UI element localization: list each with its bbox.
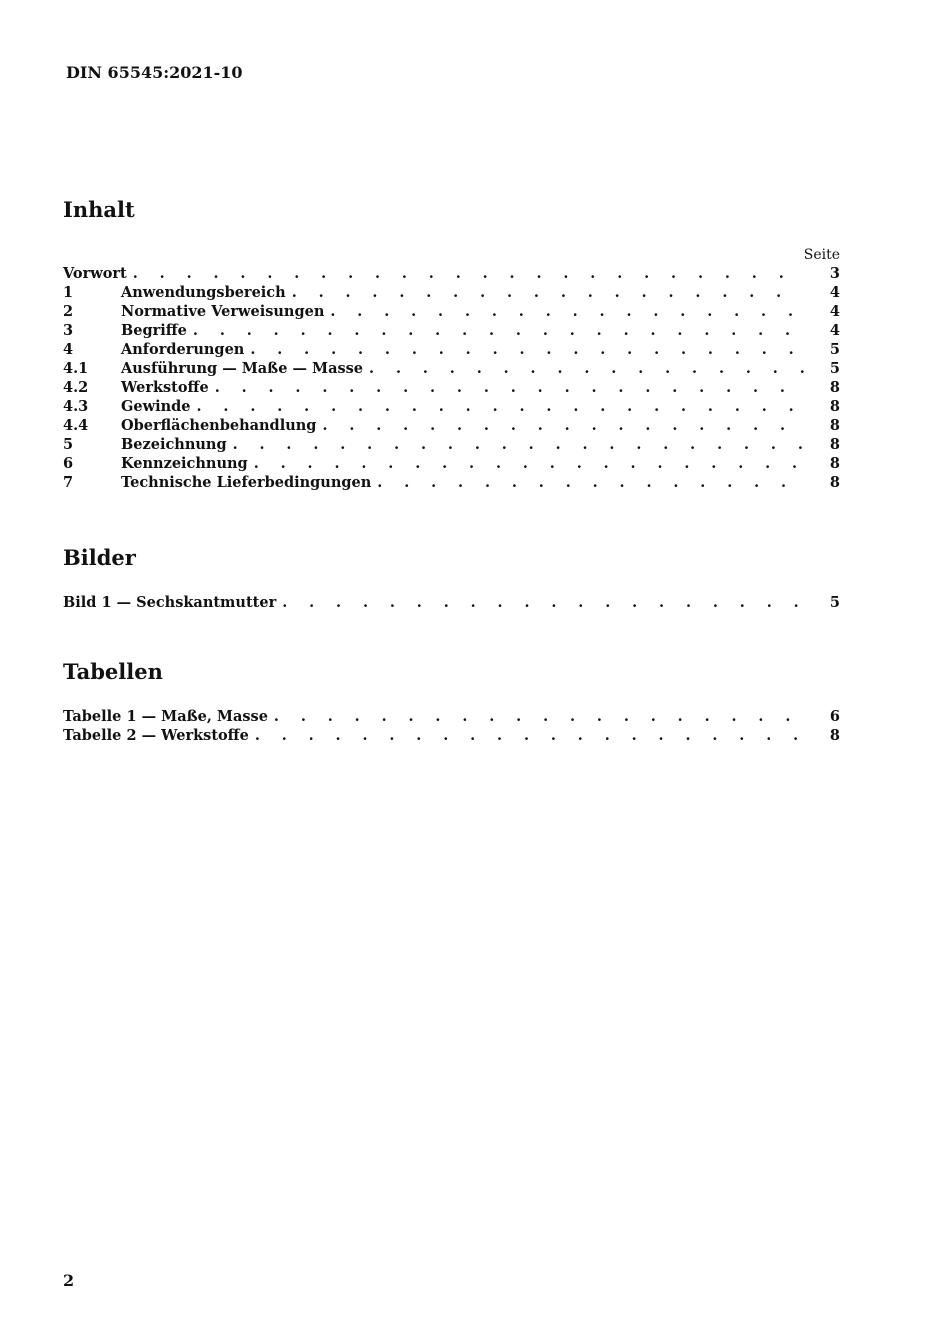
contents-heading: Inhalt — [63, 197, 135, 222]
toc-entry[interactable] — [63, 379, 840, 398]
toc-entry-page: 8 — [829, 417, 840, 434]
dot-leader — [254, 455, 804, 472]
toc-entry[interactable] — [63, 417, 840, 436]
toc-entry-vorwort[interactable] — [63, 265, 840, 284]
dot-leader — [215, 379, 804, 396]
dot-leader — [274, 708, 804, 725]
toc-entry[interactable] — [63, 303, 840, 322]
toc-entry-page: 8 — [829, 379, 840, 396]
toc-entry-number: 7 — [63, 474, 74, 491]
table-list — [63, 708, 840, 746]
toc-entry-page: 4 — [829, 322, 840, 339]
dot-leader — [133, 265, 804, 282]
toc-entry[interactable] — [63, 360, 840, 379]
toc-entry-title: Kennzeichnung — [121, 455, 248, 472]
toc-entry-title: Anwendungsbereich — [121, 284, 286, 301]
dot-leader — [197, 398, 804, 415]
toc-entry-page: 8 — [829, 455, 840, 472]
toc-entry-title: Werkstoffe — [121, 379, 209, 396]
toc-entry-number: 2 — [63, 303, 74, 320]
toc-entry[interactable] — [63, 455, 840, 474]
toc-entry[interactable] — [63, 341, 840, 360]
toc-entry-title: Normative Verweisungen — [121, 303, 325, 320]
toc-entry-number: 6 — [63, 455, 74, 472]
toc-entry-page: 8 — [829, 398, 840, 415]
toc-entry-title: Anforderungen — [121, 341, 245, 358]
toc-entry-page: 3 — [829, 265, 840, 282]
toc-entry-title: Technische Lieferbedingungen — [121, 474, 372, 491]
toc-entry[interactable] — [63, 474, 840, 493]
figure-list — [63, 594, 840, 613]
toc-entry-page: 5 — [829, 360, 840, 377]
figure-entry-title: Bild 1 — Sechskantmutter — [63, 594, 277, 611]
table-of-contents — [63, 265, 840, 493]
table-entry[interactable] — [63, 727, 840, 746]
toc-entry[interactable] — [63, 322, 840, 341]
dot-leader — [377, 474, 804, 491]
toc-entry-title: Ausführung — Maße — Masse — [121, 360, 364, 377]
toc-entry-page: 5 — [829, 341, 840, 358]
toc-entry-number: 4.3 — [63, 398, 89, 415]
toc-entry[interactable] — [63, 398, 840, 417]
toc-entry-title: Vorwort — [63, 265, 127, 282]
tables-heading: Tabellen — [63, 659, 163, 684]
table-entry-page: 6 — [829, 708, 840, 725]
toc-entry-number: 4.2 — [63, 379, 89, 396]
dot-leader — [292, 284, 804, 301]
table-entry-page: 8 — [829, 727, 840, 744]
page-number: 2 — [63, 1271, 75, 1290]
table-entry-title: Tabelle 2 — Werkstoffe — [63, 727, 249, 744]
page-column-label: Seite — [803, 247, 840, 263]
figure-entry-page: 5 — [829, 594, 840, 611]
toc-entry-number: 4.1 — [63, 360, 89, 377]
toc-entry-number: 4.4 — [63, 417, 89, 434]
table-entry-title: Tabelle 1 — Maße, Masse — [63, 708, 268, 725]
toc-entry-title: Begriffe — [121, 322, 187, 339]
dot-leader — [233, 436, 804, 453]
toc-entry-page: 4 — [829, 284, 840, 301]
toc-entry-number: 1 — [63, 284, 74, 301]
toc-entry-page: 4 — [829, 303, 840, 320]
dot-leader — [322, 417, 804, 434]
dot-leader — [255, 727, 804, 744]
toc-entry-title: Bezeichnung — [121, 436, 227, 453]
toc-entry[interactable] — [63, 284, 840, 303]
dot-leader — [250, 341, 804, 358]
toc-entry-title: Gewinde — [121, 398, 191, 415]
dot-leader — [193, 322, 804, 339]
document-id: DIN 65545:2021-10 — [66, 63, 243, 82]
figures-heading: Bilder — [63, 545, 136, 570]
toc-entry-number: 3 — [63, 322, 74, 339]
toc-entry[interactable] — [63, 436, 840, 455]
toc-entry-page: 8 — [829, 436, 840, 453]
toc-entry-number: 5 — [63, 436, 74, 453]
dot-leader — [330, 303, 804, 320]
dot-leader — [369, 360, 804, 377]
table-entry[interactable] — [63, 708, 840, 727]
toc-entry-number: 4 — [63, 341, 74, 358]
dot-leader — [282, 594, 804, 611]
toc-entry-page: 8 — [829, 474, 840, 491]
toc-entry-title: Oberflächenbehandlung — [121, 417, 317, 434]
figure-entry[interactable] — [63, 594, 840, 613]
